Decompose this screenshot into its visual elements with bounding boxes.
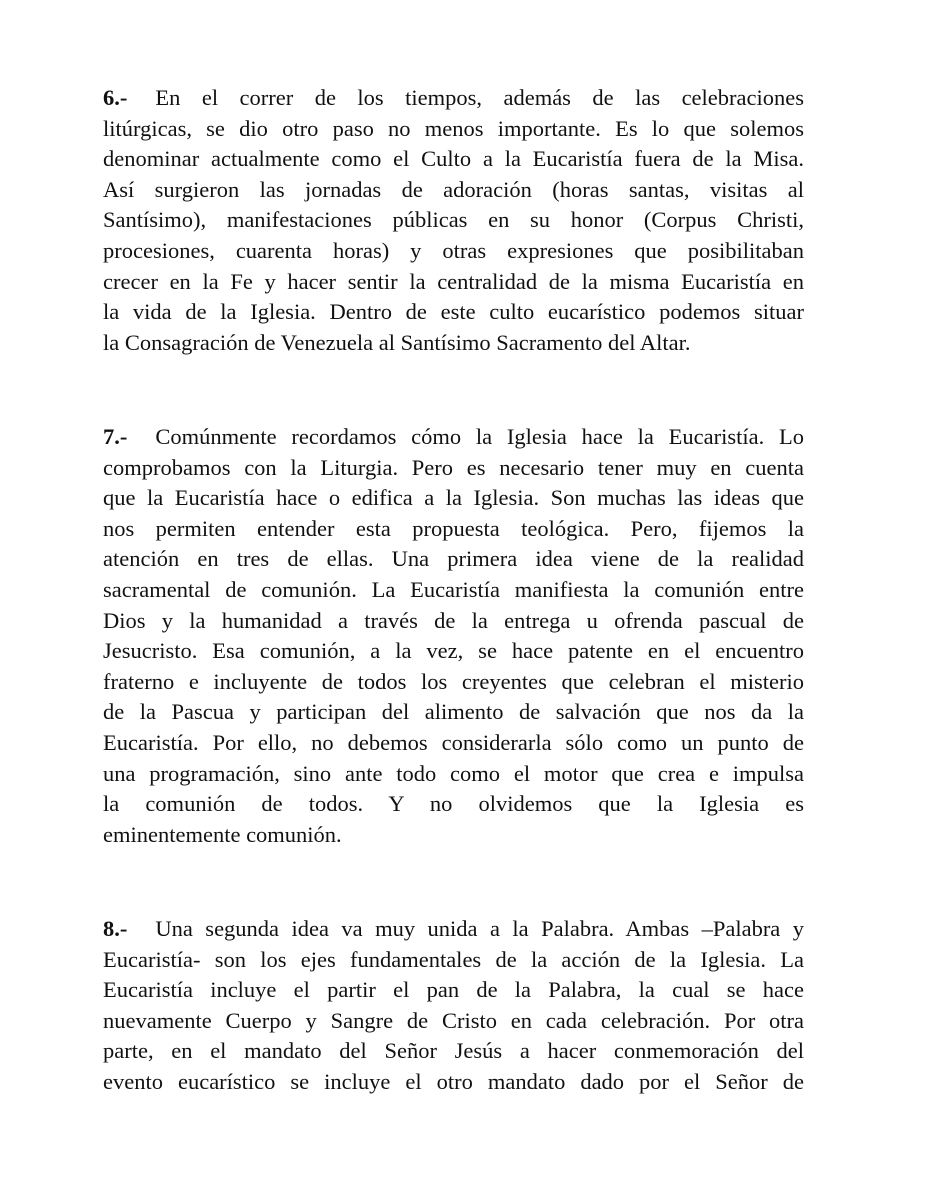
paragraph-6-line-3: denominar actualmente como el Culto a la Eucaristía fuera de la Misa. (103, 146, 804, 172)
paragraph-7-line-11: Eucaristía. Por ello, no debemos considerarla sólo como un punto de (103, 729, 804, 755)
paragraph-6-line-7: crecer en la Fe y hacer sentir la centralidad de la misma Eucaristía en (103, 268, 804, 294)
paragraph-7-line-9: fraterno e incluyente de todos los creyentes que celebran el misterio (103, 668, 804, 694)
paragraph-7-line-10: de la Pascua y participan del alimento de salvación que nos da la (103, 699, 804, 725)
paragraph-7-line-5: atención en tres de ellas. Una primera idea viene de la realidad (103, 546, 804, 572)
paragraph-6-line-1-text: En el correr de los tiempos, además de las celebraciones (155, 85, 804, 110)
paragraph-8-line-2: Eucaristía- son los ejes fundamentales de la acción de la Iglesia. La (103, 946, 804, 972)
paragraph-8-line-6: evento eucarístico se incluye el otro mandato dado por el Señor de (103, 1068, 804, 1094)
paragraph-6-line-1 (103, 83, 804, 114)
paragraph-8-line-4: nuevamente Cuerpo y Sangre de Cristo en cada celebración. Por otra (103, 1007, 804, 1033)
paragraph-7-line-2: comprobamos con la Liturgia. Pero es necesario tener muy en cuenta (103, 454, 804, 480)
paragraph-8-number: 8.- (103, 916, 128, 941)
paragraph-8-line-1-text: Una segunda idea va muy unida a la Palabra. Ambas –Palabra y (155, 916, 804, 941)
paragraph-7-line-1 (103, 422, 804, 453)
paragraph-6-line-2: litúrgicas, se dio otro paso no menos importante. Es lo que solemos (103, 115, 804, 141)
paragraph-7-line-1-text: Comúnmente recordamos cómo la Iglesia hace la Eucaristía. Lo (155, 424, 804, 449)
paragraph-7-line-12: una programación, sino ante todo como el motor que crea e impulsa (103, 760, 804, 786)
paragraph-8-line-1 (103, 914, 804, 945)
paragraph-7-line-4: nos permiten entender esta propuesta teológica. Pero, fijemos la (103, 515, 804, 541)
paragraph-6-number: 6.- (103, 85, 128, 110)
paragraph-7-line-7: Dios y la humanidad a través de la entrega u ofrenda pascual de (103, 607, 804, 633)
paragraph-7-number: 7.- (103, 424, 128, 449)
paragraph-7-line-3: que la Eucaristía hace o edifica a la Iglesia. Son muchas las ideas que (103, 485, 804, 511)
paragraph-8 (103, 914, 804, 1098)
paragraph-6 (103, 83, 804, 358)
paragraph-7-line-13: la comunión de todos. Y no olvidemos que la Iglesia es (103, 791, 804, 817)
paragraph-7-line-6: sacramental de comunión. La Eucaristía manifiesta la comunión entre (103, 576, 804, 602)
paragraph-6-line-8: la vida de la Iglesia. Dentro de este culto eucarístico podemos situar (103, 299, 804, 325)
paragraph-6-line-5: Santísimo), manifestaciones públicas en su honor (Corpus Christi, (103, 207, 804, 233)
paragraph-7 (103, 422, 804, 850)
paragraph-7-line-8: Jesucristo. Esa comunión, a la vez, se hace patente en el encuentro (103, 638, 804, 664)
paragraph-6-line-9: la Consagración de Venezuela al Santísimo Sacramento del Altar. (103, 329, 691, 355)
paragraph-7-line-14: eminentemente comunión. (103, 821, 342, 847)
paragraph-8-line-3: Eucaristía incluye el partir el pan de la Palabra, la cual se hace (103, 977, 804, 1003)
paragraph-6-line-4: Así surgieron las jornadas de adoración (horas santas, visitas al (103, 176, 804, 202)
paragraph-6-line-6: procesiones, cuarenta horas) y otras expresiones que posibilitaban (103, 237, 804, 263)
paragraph-8-line-5: parte, en el mandato del Señor Jesús a hacer conmemoración del (103, 1038, 804, 1064)
